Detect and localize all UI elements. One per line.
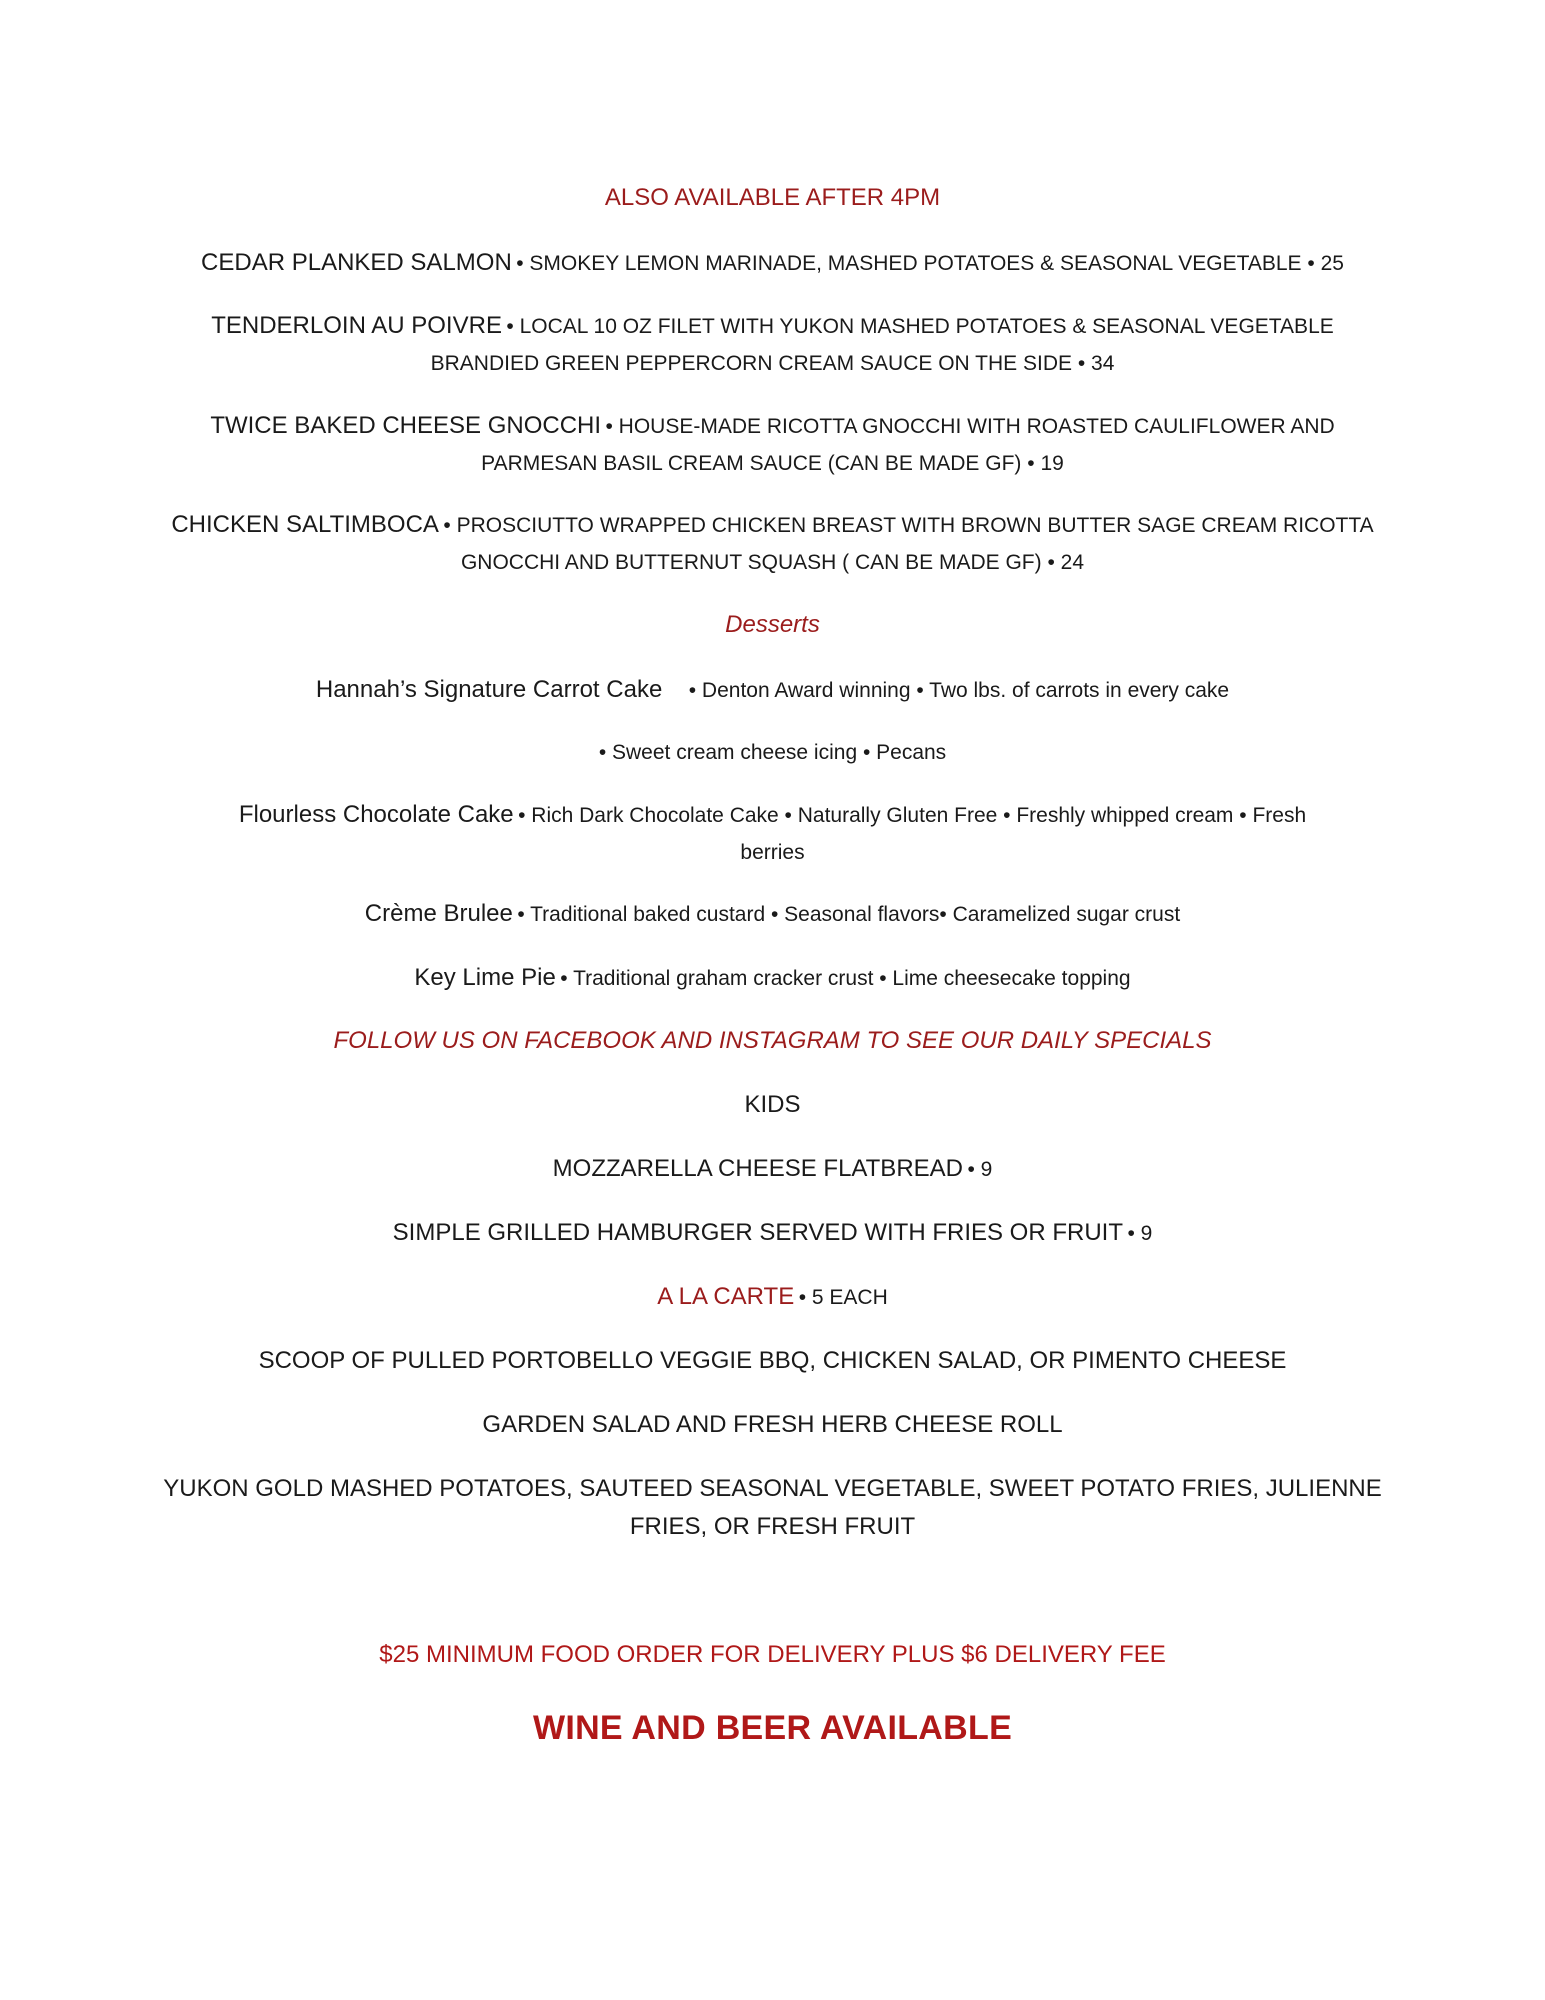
entree-description-cont: BRANDIED GREEN PEPPERCORN CREAM SAUCE ON THE SIDE • 34 <box>430 352 1115 375</box>
entree-item <box>130 244 1415 285</box>
delivery-note: $25 MINIMUM FOOD ORDER FOR DELIVERY PLUS $6 DELIVERY FEE <box>379 1641 1166 1668</box>
kids-item-price: • 9 <box>1127 1222 1153 1245</box>
a-la-carte-item: YUKON GOLD MASHED POTATOES, SAUTEED SEASONAL VEGETABLE, SWEET POTATO FRIES, JULIENNE <box>163 1475 1382 1502</box>
dessert-name: Key Lime Pie <box>414 964 556 991</box>
dessert-item <box>130 895 1415 936</box>
a-la-carte-item: GARDEN SALAD AND FRESH HERB CHEESE ROLL <box>482 1411 1063 1438</box>
entree-name: TENDERLOIN AU POIVRE <box>211 312 502 339</box>
entree-description: • PROSCIUTTO WRAPPED CHICKEN BREAST WITH BROWN BUTTER SAGE CREAM RICOTTA <box>443 514 1374 537</box>
dessert-description: • Denton Award winning • Two lbs. of carrots in every cake <box>688 679 1230 702</box>
after-4pm-heading: ALSO AVAILABLE AFTER 4PM <box>604 184 941 211</box>
entree-description-cont: PARMESAN BASIL CREAM SAUCE (CAN BE MADE GF) • 19 <box>481 452 1064 475</box>
dessert-name: Hannah’s Signature Carrot Cake <box>315 676 663 703</box>
wine-beer-banner: WINE AND BEER AVAILABLE <box>532 1709 1013 1747</box>
entree-description-cont: GNOCCHI AND BUTTERNUT SQUASH ( CAN BE MADE GF) • 24 <box>460 551 1085 574</box>
entree-description: • LOCAL 10 OZ FILET WITH YUKON MASHED POTATOES & SEASONAL VEGETABLE <box>506 315 1334 338</box>
kids-heading: KIDS <box>744 1091 801 1118</box>
entree-name: CHICKEN SALTIMBOCA <box>171 511 439 538</box>
dessert-name: Crème Brulee <box>364 900 513 927</box>
a-la-carte-heading: A LA CARTE <box>657 1283 795 1310</box>
dessert-description-cont: • Sweet cream cheese icing • Pecans <box>598 741 947 764</box>
entree-description: • SMOKEY LEMON MARINADE, MASHED POTATOES & SEASONAL VEGETABLE • 25 <box>516 252 1344 275</box>
kids-item <box>130 1214 1415 1255</box>
dessert-description: • Traditional graham cracker crust • Lime cheesecake topping <box>560 967 1131 990</box>
a-la-carte-item: SCOOP OF PULLED PORTOBELLO VEGGIE BBQ, CHICKEN SALAD, OR PIMENTO CHEESE <box>258 1347 1287 1374</box>
entree-item <box>130 307 1415 348</box>
dessert-item <box>130 671 1415 712</box>
dessert-name: Flourless Chocolate Cake <box>238 801 514 828</box>
dessert-item <box>130 796 1415 837</box>
entree-item <box>130 407 1415 448</box>
kids-item <box>130 1150 1415 1191</box>
dessert-item <box>130 959 1415 1000</box>
a-la-carte-header <box>130 1278 1415 1319</box>
dessert-description: • Traditional baked custard • Seasonal flavors• Caramelized sugar crust <box>517 903 1181 926</box>
follow-us-note: FOLLOW US ON FACEBOOK AND INSTAGRAM TO SEE OUR DAILY SPECIALS <box>333 1027 1212 1054</box>
entree-name: TWICE BAKED CHEESE GNOCCHI <box>210 412 602 439</box>
entree-item <box>130 506 1415 547</box>
desserts-heading: Desserts <box>725 611 820 638</box>
kids-item-name: MOZZARELLA CHEESE FLATBREAD <box>552 1155 963 1182</box>
dessert-description-cont: berries <box>740 841 805 864</box>
kids-item-price: • 9 <box>967 1158 993 1181</box>
a-la-carte-price: • 5 EACH <box>798 1286 888 1309</box>
a-la-carte-item-cont: FRIES, OR FRESH FRUIT <box>629 1513 916 1540</box>
kids-item-name: SIMPLE GRILLED HAMBURGER SERVED WITH FRIES OR FRUIT <box>392 1219 1123 1246</box>
entree-name: CEDAR PLANKED SALMON <box>201 249 512 276</box>
dessert-description: • Rich Dark Chocolate Cake • Naturally Gluten Free • Freshly whipped cream • Fresh <box>518 804 1307 827</box>
entree-description: • HOUSE-MADE RICOTTA GNOCCHI WITH ROASTED CAULIFLOWER AND <box>605 415 1335 438</box>
